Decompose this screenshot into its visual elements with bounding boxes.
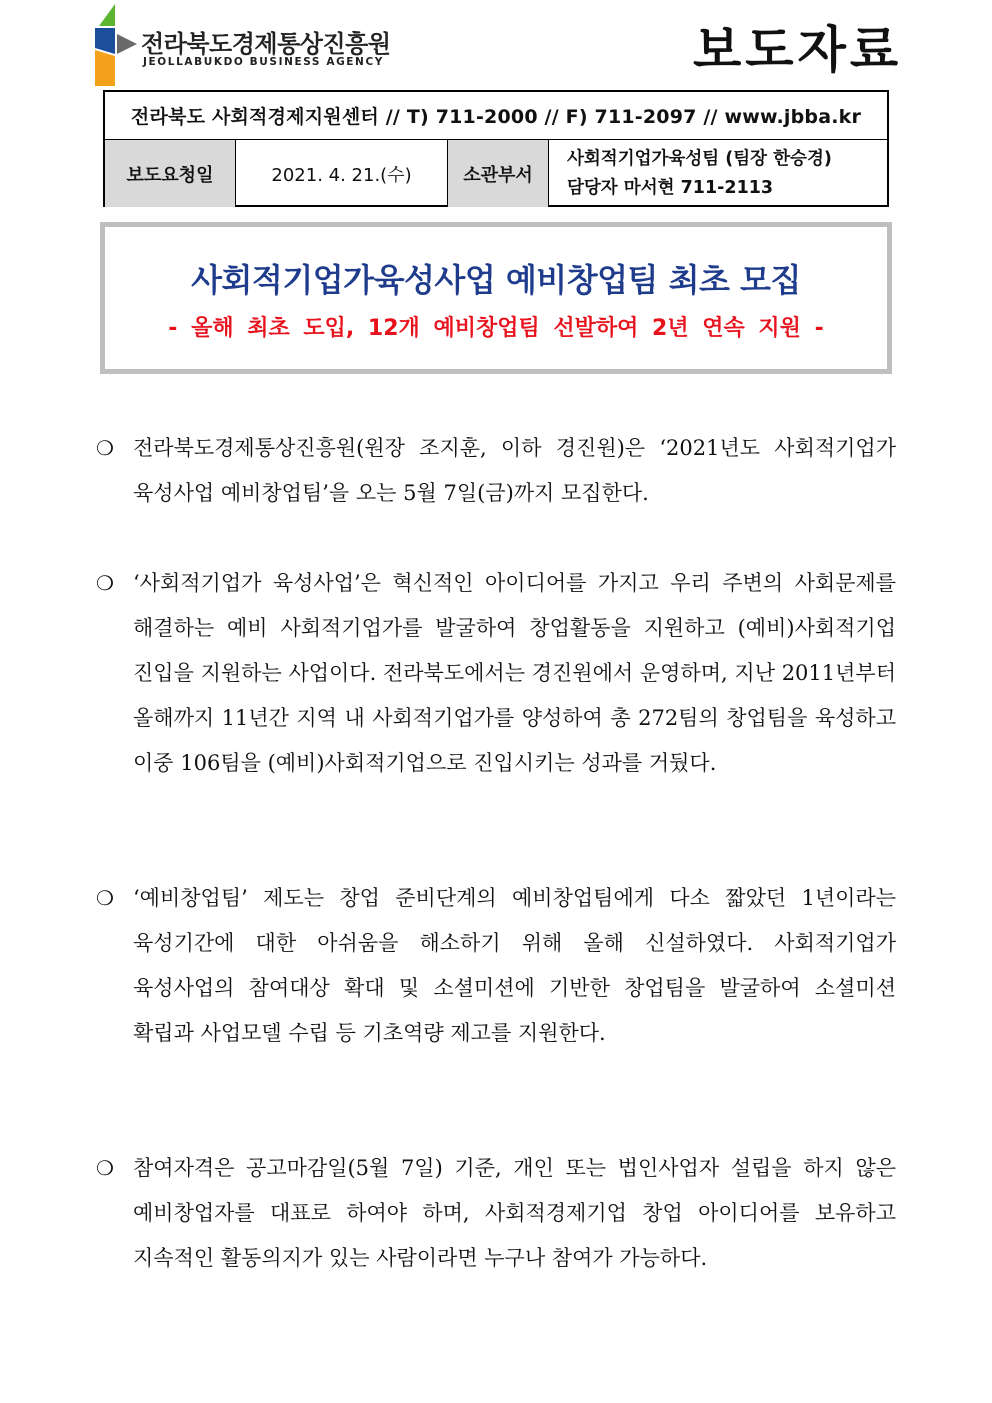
department-contact: 담당자 마서현 711-2113 bbox=[567, 177, 774, 198]
org-name-english: JEOLLABUKDO BUSINESS AGENCY bbox=[143, 56, 384, 68]
request-date-value: 2021. 4. 21.(수) bbox=[236, 140, 448, 207]
bullet-circle-icon: ❍ bbox=[96, 436, 114, 460]
bullet-circle-icon: ❍ bbox=[96, 886, 114, 910]
body-paragraph-2 bbox=[96, 561, 896, 786]
paragraph-text: 전라북도경제통상진흥원(원장 조지훈, 이하 경진원)은 ‘2021년도 사회적기업가 육성사업 예비창업팀’을 오는 5월 7일(금)까지 모집한다. bbox=[133, 436, 896, 505]
agency-logo bbox=[95, 4, 395, 86]
paragraph-text: 참여자격은 공고마감일(5월 7일) 기준, 개인 또는 법인사업자 설립을 하지 않은 예비창업자를 대표로 하여야 하며, 사회적경제기업 창업 아이디어를 보유하고 지속적인 활동의지가 있는 사람이라면 누구나 참여가 가능하다. bbox=[133, 1156, 896, 1270]
headline-title: 사회적기업가육성사업 예비창업팀 최초 모집 bbox=[191, 261, 801, 299]
body-paragraph-1 bbox=[96, 426, 896, 516]
body-paragraph-4 bbox=[96, 1146, 896, 1281]
body-paragraph-3 bbox=[96, 876, 896, 1056]
department-team: 사회적기업가육성팀 (팀장 한승경) bbox=[567, 148, 832, 169]
request-date-label: 보도요청일 bbox=[105, 140, 236, 207]
bullet-circle-icon: ❍ bbox=[96, 571, 114, 595]
department-label: 소관부서 bbox=[448, 140, 549, 207]
headline-box bbox=[100, 222, 892, 374]
department-value bbox=[549, 140, 887, 207]
paragraph-text: ‘예비창업팀’ 제도는 창업 준비단계의 예비창업팀에게 다소 짧았던 1년이라는 육성기간에 대한 아쉬움을 해소하기 위해 올해 신설하였다. 사회적기업가 육성사업의 참여대상 확대 및 소셜미션에 기반한 창업팀을 발굴하여 소셜미션 확립과 사업모델 수립 등 기초역량 제고를 지원한다. bbox=[133, 886, 896, 1045]
headline-subtitle: - 올해 최초 도입, 12개 예비창업팀 선발하여 2년 연속 지원 - bbox=[168, 316, 824, 341]
agency-logo-icon bbox=[95, 4, 141, 86]
org-name-korean: 전라북도경제통상진흥원 bbox=[141, 30, 391, 58]
contact-line: 전라북도 사회적경제지원센터 // T) 711-2000 // F) 711-2097 // www.jbba.kr bbox=[105, 92, 887, 140]
bullet-circle-icon: ❍ bbox=[96, 1156, 114, 1180]
document-type-heading: 보도자료 bbox=[693, 21, 903, 79]
press-info-table bbox=[103, 90, 889, 207]
paragraph-text: ‘사회적기업가 육성사업’은 혁신적인 아이디어를 가지고 우리 주변의 사회문제를 해결하는 예비 사회적기업가를 발굴하여 창업활동을 지원하고 (예비)사회적기업 진입을 지원하는 사업이다. 전라북도에서는 경진원에서 운영하며, 지난 2011년부터 올해까지 11년간 지역 내 사회적기업가를 양성하여 총 272팀의 창업팀을 육성하고 이중 106팀을 (예비)사회적기업으로 진입시키는 성과를 거뒀다. bbox=[133, 571, 896, 775]
